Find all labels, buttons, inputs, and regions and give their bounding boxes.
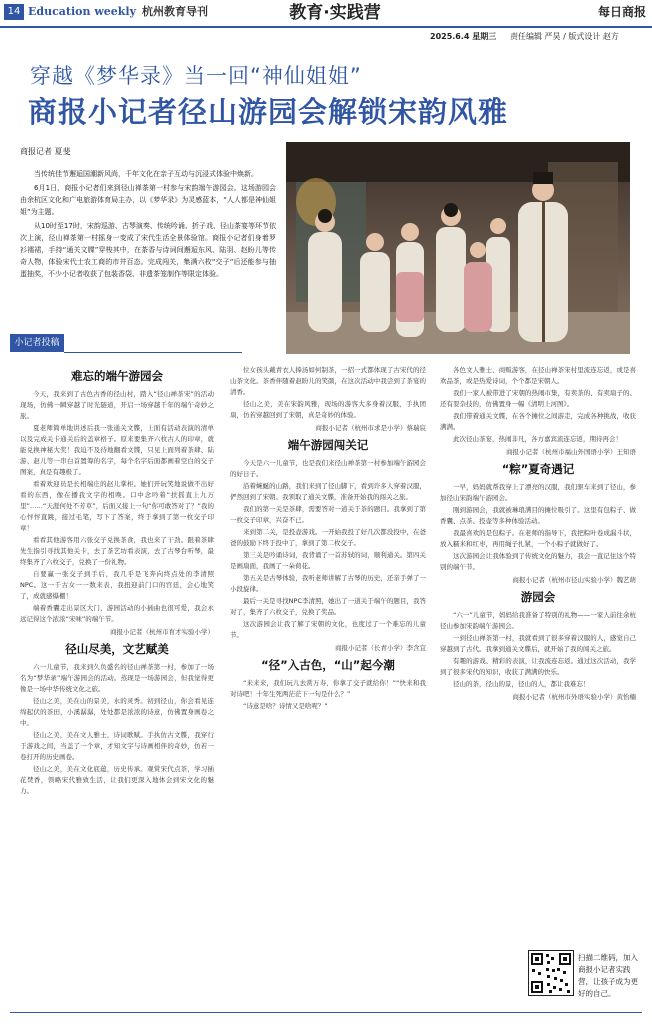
newspaper-brand: 每日商报 xyxy=(597,5,646,19)
essay-title: 游园会 xyxy=(520,590,556,604)
essay-title: “粽”夏奇遇记 xyxy=(501,462,575,476)
tag-underline xyxy=(64,352,242,353)
essay-paragraph: 端着香囊走出景区大门，游园活动的小插曲也很可爱，我会永远记得这个浓浓“宋味”的端午节。 xyxy=(20,604,214,623)
essay-author: 商报小记者（杭州市福山外国语小学）王知语 xyxy=(506,448,636,456)
page-number: 14 xyxy=(4,4,24,20)
column-title: 教育·实践营 xyxy=(289,3,381,23)
essay-author: 商报小记者（长青小学）李含宜 xyxy=(335,644,426,652)
essay-paragraph: 六一儿童节，我来到久负盛名的径山禅茶第一村，参加了一场名为“梦华录”端午游园会的活动。蒸现是一场游园会，但我觉得更像是一场中华传统文化之旅。 xyxy=(20,663,214,693)
photo-illustration xyxy=(286,142,630,354)
issue-date: 2025.6.4 星期三 xyxy=(430,32,497,41)
essay-paragraph: “诗意是啥？诗情又是啥呢？” xyxy=(243,702,328,710)
essay-paragraph: 看看其他游客用六张交子兑换茶食，我也来了干劲。跟着茶肆先生指引寻找其他关卡，去了茶艺坊看表演，去了古琴台听琴，最终集齐了六枚交子，兑换了一份礼物。 xyxy=(20,536,214,566)
column-1 xyxy=(20,365,214,798)
essay-paragraph: 第三关是吟诵诗词，我背诵了一首苏轼的词，顺利通关。第四关是画扇面，我画了一朵荷花。 xyxy=(230,551,426,570)
essay-paragraph: 第五关是古琴体验，我听老师讲解了古琴的历史，还亲手弹了一小段旋律。 xyxy=(230,574,426,593)
essay-title: 难忘的端午游园会 xyxy=(71,369,163,383)
contributions-tag: 小记者投稿 xyxy=(10,334,64,352)
column-3 xyxy=(440,365,636,707)
essay-paragraph: 径山的茶，径山的景，径山的人，都让我难忘！ xyxy=(453,680,590,688)
essay-paragraph: 沿着蜿蜒的山路，我们来到了径山脚下，看到许多人穿着汉服，俨然回到了宋朝。我领取了通关文牒，准备开始我的闯关之旅。 xyxy=(230,482,426,501)
qr-caption: 扫描二维码，加入商报小记者实践营，让孩子成为更好的自己。 xyxy=(578,953,638,998)
essay-paragraph: 最后一关是寻找NPC李清照，她出了一道关于端午的题目，我答对了，集齐了六枚交子，兑换了奖品。 xyxy=(230,597,426,616)
essay-paragraph: 刚到游园会，我就被琳琅满目的摊位吸引了。这里有包粽子、做香囊、点茶、投壶等多种体验活动。 xyxy=(440,506,636,525)
essay-author: 商报小记者（杭州市径山实验小学）魏艺萌 xyxy=(512,576,636,584)
essay-paragraph: 一到径山禅茶第一村，我就看到了很多穿着汉服的人，感觉自己穿越到了古代。我拿到通关文牒后，就开始了我的闯关之旅。 xyxy=(440,634,636,653)
essay-paragraph: 自要赢一张交子到手后，我几乎是飞奔向终点处的李清照NPC。这一千古女一一数来表，我扭迎前门口的宫廷，会心地笑了，成就感爆棚！ xyxy=(20,570,214,600)
essay-paragraph: 今天，我来到了古色古香的径山村，踏入“径山禅茶宋”的活动现场，仿佛一瞬穿越了时光隧道，开启一场穿越千年的端午奇妙之旅。 xyxy=(20,390,214,420)
essay-paragraph: 径山之美，美在文化底蕴，历史传承。观赏宋代点茶，学习插花焚香，领略宋代雅致生活，让我们更深入地体会到宋文化的魅力。 xyxy=(20,765,214,795)
lead-paragraph: 当传统佳节邂逅国潮新风尚，千年文化在亲子互动与沉浸式体验中焕新。 xyxy=(34,170,258,178)
essay-paragraph: 此次径山茶宴，热闹非凡，各方嘉宾流连忘返，期待再会！ xyxy=(453,435,622,443)
essay-paragraph: 我们带着通关文牒，在各个摊位之间游走，完成各种挑战，收获满满。 xyxy=(440,412,636,431)
essay-title: “径”入古色，“山”起今潮 xyxy=(261,658,395,672)
essay-paragraph: 径山之美，美在宋韵风雅，现场的游客大多身着汉服，手执团扇，仿若穿越回到了宋朝，真是奇妙的体验。 xyxy=(230,400,426,419)
article-title: 商报小记者径山游园会解锁宋韵风雅 xyxy=(28,95,509,129)
essay-paragraph: “六一”儿童节，妈妈给我准备了特别的礼物——一家人前往余杭径山参加宋韵端午游园会。 xyxy=(440,611,636,630)
article-byline: 商报记者 夏斐 xyxy=(20,147,71,156)
essay-paragraph: 这次游园会让我体验到了传统文化的魅力，我会一直记住这个特别的端午节。 xyxy=(440,552,636,571)
section-name-cn: 杭州教育导刊 xyxy=(142,5,208,18)
article-lead xyxy=(20,168,276,282)
footer-rule xyxy=(10,1012,642,1013)
column-2 xyxy=(230,365,426,713)
essay-paragraph: 一早，妈妈就帮我穿上了漂亮的汉服，我们驱车来到了径山，参加径山宋韵端午游园会。 xyxy=(440,483,636,502)
qr-code-icon xyxy=(529,951,573,995)
essay-paragraph: “来来来，我们玩儿去赏万寿，你拿了交子就给你！”“快来和我对诗吧！十年生死两茫茫下一句是什么？” xyxy=(230,679,426,698)
essay-author: 商报小记者（杭州市求是小学）蔡瑞宸 xyxy=(315,424,426,432)
essay-paragraph: 径山之美，美在山的景美，水的灵秀。初到径山，你会看见连绵起伏的茶田，小溪潺潺，处处都是浓浓的诗意，仿佛置身画卷之中。 xyxy=(20,697,214,727)
essay-paragraph: 看着欢迎员是长相端庄的赵儿掌柜。她们开玩笑地说做不出好看的东西，像在播我文字的相唤。口中念吟着“扶摇直上九万里”……“天涯何处不芳草”，后面又接上一句“你可敢答对了？”我的心怦怦直跳，接过毛笔，写下了答案，终于拿到了第一枚交子印章！ xyxy=(20,480,214,532)
article-subtitle: 穿越《梦华录》当一回“神仙姐姐” xyxy=(30,64,362,88)
essay-paragraph: 有趣的游戏、精彩的表演，让我流连忘返。通过这次活动，我学到了很多宋代的知识，收获了满满的快乐。 xyxy=(440,657,636,676)
essay-paragraph: 今天是六一儿童节，也是我们来径山禅茶第一村参加端午游园会的好日子。 xyxy=(230,459,426,478)
essay-paragraph: 夏老师简单地讲述后我一张通关文牒，上面有活动表演的清单以及完成关卡通关后的盖章格子。原来要集齐六枚古人的印章，就能兑换神秘大奖！我迫不及待地翻看文牒，只见上面列着茶肆、陆游、赵儿等一串白首置筹的名字，每个名字后面都画着空白的交子图案，真是有趣极了。 xyxy=(20,424,214,476)
editor-credits: 责任编辑 严昊 / 版式设计 赵方 xyxy=(510,32,619,41)
qr-code[interactable] xyxy=(528,950,574,996)
essay-paragraph: 位女孩头戴青衣人捧汤如何制茶，一招一式都体现了古宋代的径山茶文化。茶香伴随着赵盼儿的笑颜，在这次活动中我尝到了茶宴的清香。 xyxy=(230,366,426,396)
essay-paragraph: 我们的第一关是茶肆，需要答对一道关于茶的题目。我拿到了第一枚交子印章，兴奋不已。 xyxy=(230,505,426,524)
essay-paragraph: 各色文人雅士、商贩游客，在径山禅茶宋村里流连忘返，或是喜欢品茶，或是热爱诗词，个个都是宋朝人。 xyxy=(440,366,636,385)
essay-paragraph: 径山之美，美在文人雅士，诗词歌赋。手执仿古文牒，我穿行于游戏之间，当盖了一个章，才知文字与诗画相伴的奇妙，仿若一卷打开的历史画卷。 xyxy=(20,731,214,761)
essay-author: 商报小记者（杭州市外语实验小学）黄怡楠 xyxy=(512,693,636,701)
essay-title: 径山尽美，文艺赋美 xyxy=(65,642,169,656)
essay-title: 端午游园闯关记 xyxy=(287,438,369,452)
section-name: Education weekly xyxy=(28,5,136,18)
essay-paragraph: 来到第二关，是投壶游戏。一开始我投了好几次都没投中，在爸爸的鼓励下终于投中了，拿到了第二枚交子。 xyxy=(230,528,426,547)
lead-paragraph: 6月1日，商报小记者们来到径山禅茶第一村参与宋韵端午游园会。这场游园会由余杭区文化和广电旅游体育局主办，以《梦华录》为灵感蓝本，“人人都是神仙姐姐”为主题。 xyxy=(20,184,276,216)
essay-paragraph: 我们一家人被带进了宋朝的热闹市集，有卖茶的、有卖扇子的、还有耍杂技的，仿佛置身一幅《清明上河图》。 xyxy=(440,389,636,408)
essay-author: 商报小记者（杭州市育才实验小学） xyxy=(110,628,214,636)
event-photo xyxy=(286,142,630,354)
essay-paragraph: 这次游园会让我了解了宋朝的文化，也度过了一个难忘的儿童节。 xyxy=(230,620,426,639)
page-header xyxy=(0,0,652,28)
lead-paragraph: 从10时至17时，宋韵巡游、古琴演奏、传统吟诵、折子戏、径山茶宴等环节依次上演，径山禅茶第一村摇身一变成了宋代生活全景体验馆。商报小记者们身着罗衫襦裙，手持“通关文牒”穿梭其中，在茶香与诗词间邂逅东风、陆羽、赵盼儿等传奇人物，体验宋代士农工商的市井百态。完成闯关，集满六枚“交子”后还能参与抽蛋抽奖，不少小记者收获了包装香袋、非遗茶笼制作等限定体验。 xyxy=(20,222,276,278)
essay-paragraph: 我最喜欢的是包粽子。在老师的指导下，我把粽叶卷成漏斗状，放入糯米和红枣，再用绳子扎紧，一个小粽子就做好了。 xyxy=(440,529,636,548)
